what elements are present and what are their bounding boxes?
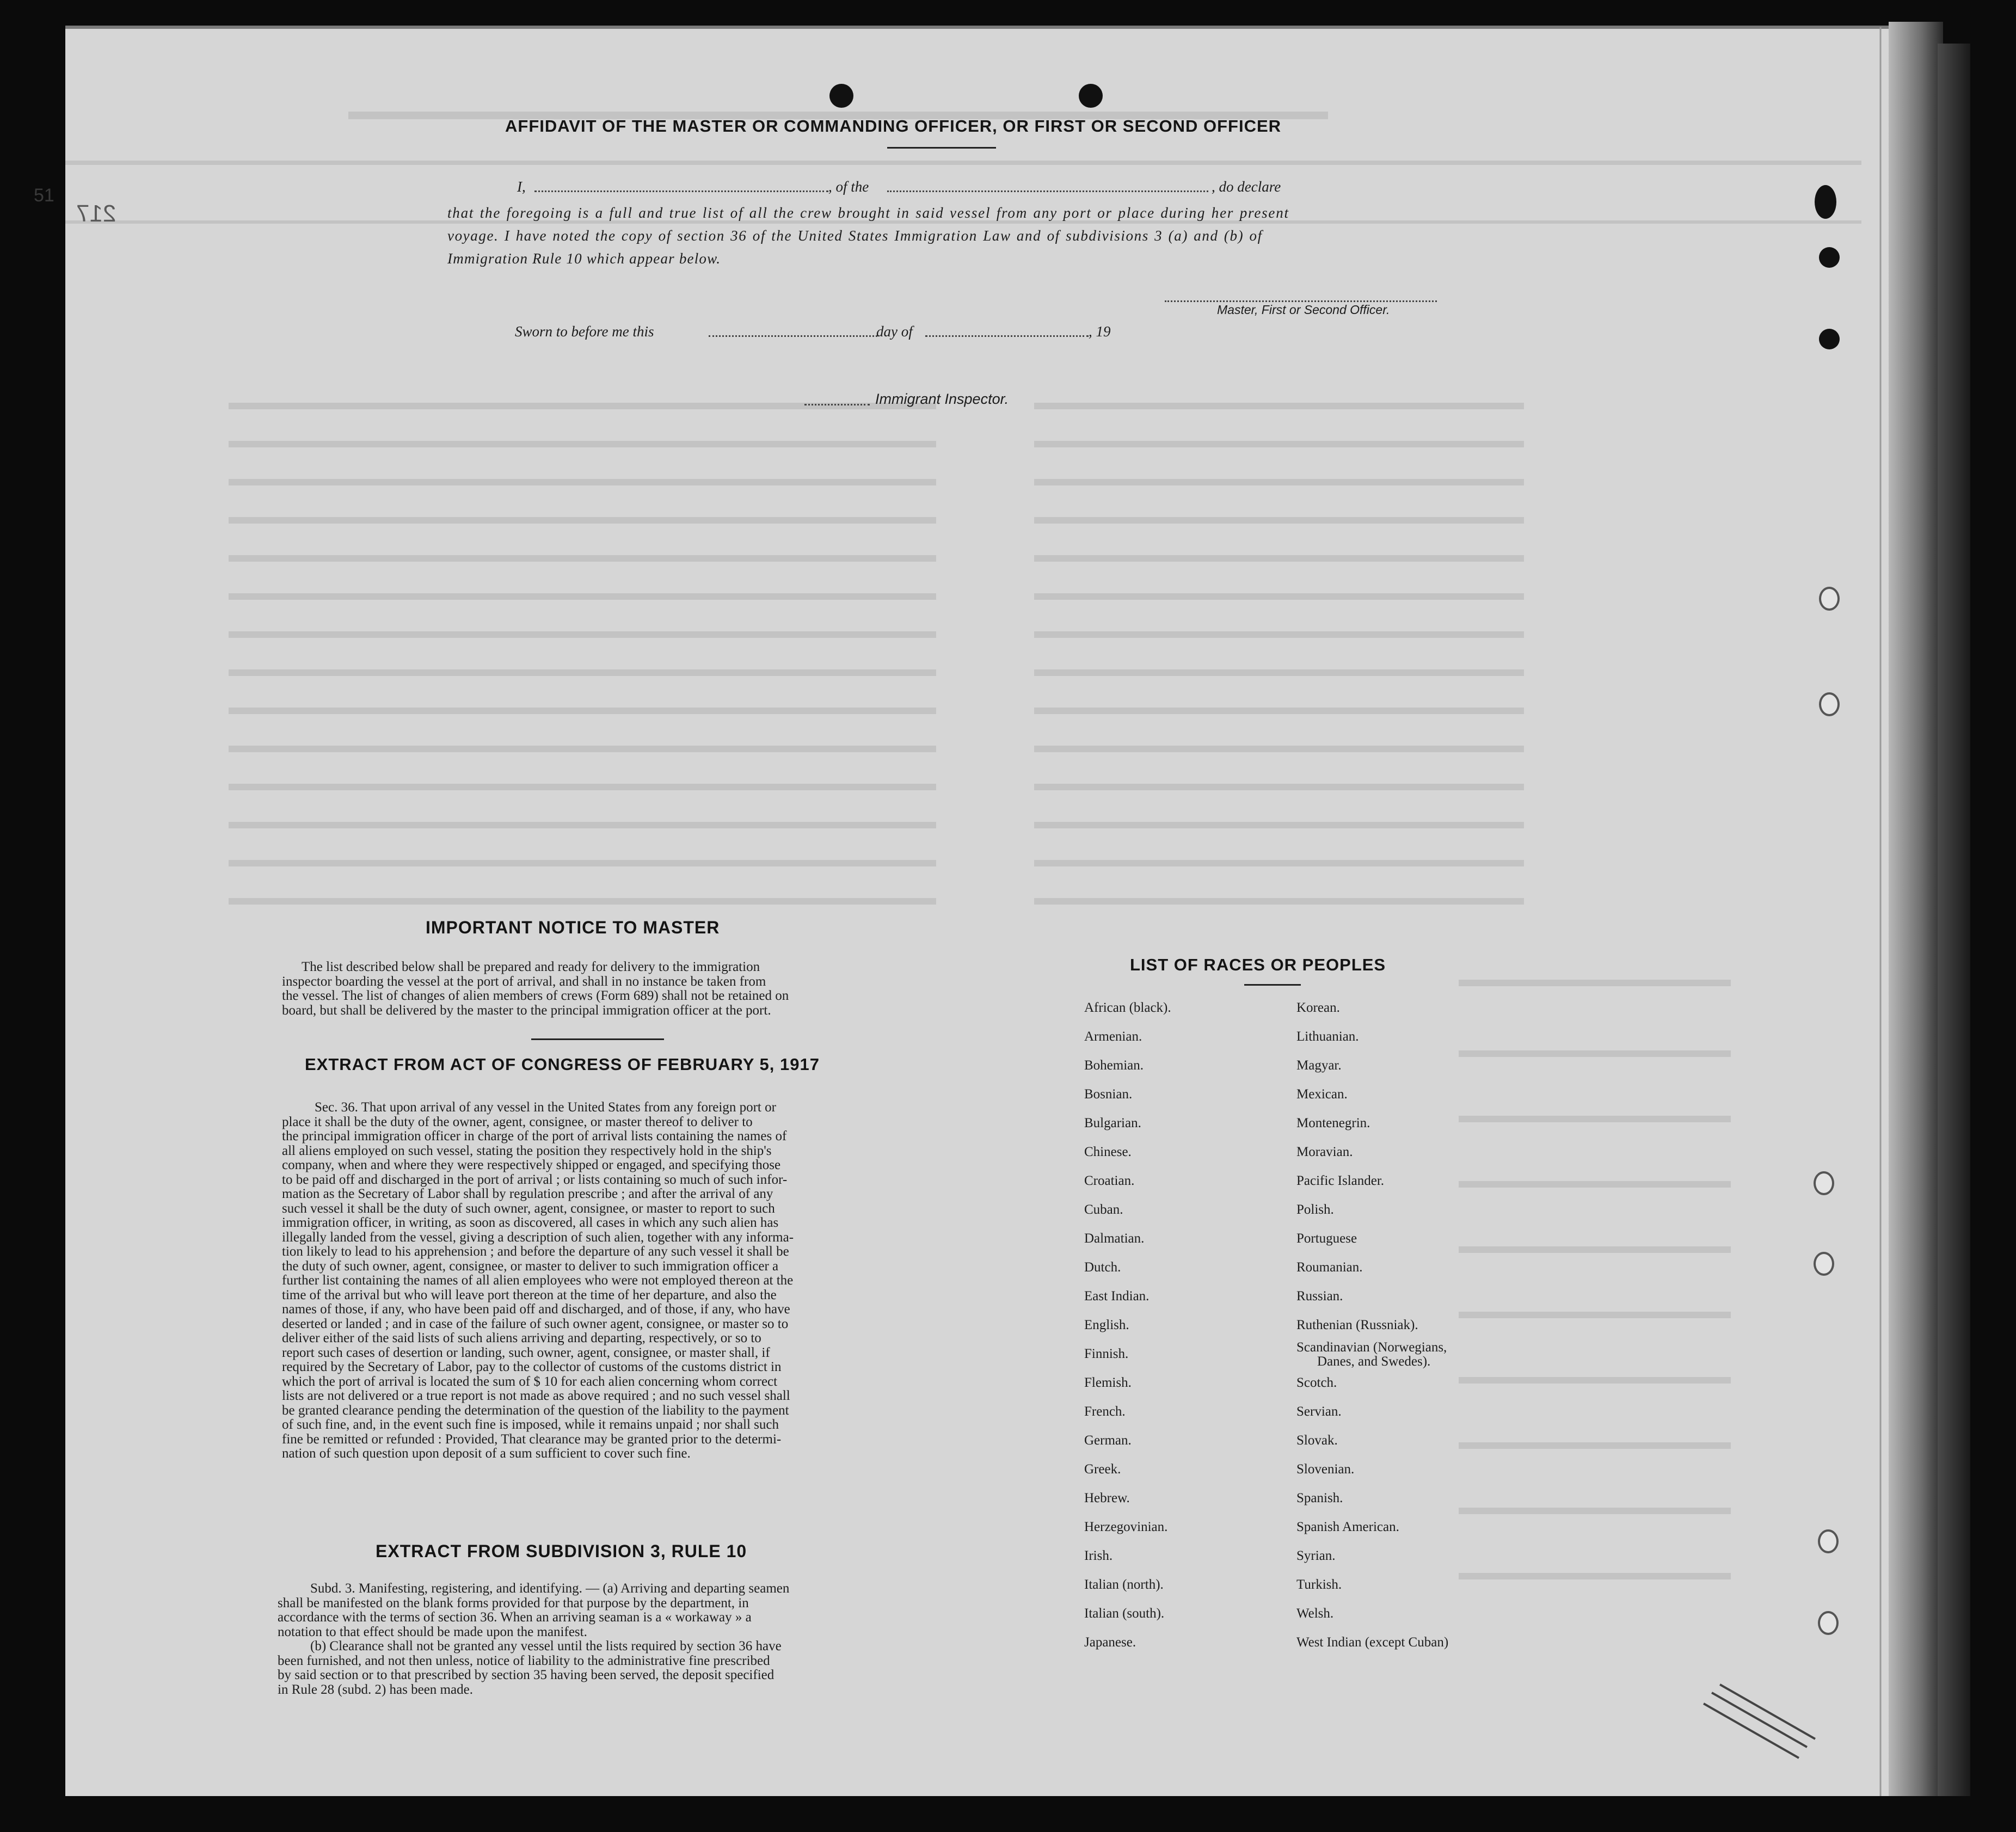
notice-line: the vessel. The list of changes of alien members of crews (Form 689) shall not be retained on [282,988,789,1003]
notice-paragraph [282,960,865,1018]
race-left: Bohemian. [1084,1058,1144,1073]
name-blank [534,190,828,192]
affidavit-body-line-1: that the foregoing is a full and true list of all the crew brought in said vessel from any port or place during her present [447,205,1289,221]
race-left: Italian (south). [1084,1606,1165,1621]
race-right: Mexican. [1296,1087,1348,1102]
race-right: Scotch. [1296,1375,1337,1390]
race-right: West Indian (except Cuban) [1296,1635,1449,1650]
act-title: EXTRACT FROM ACT OF CONGRESS OF FEBRUARY 5, 1917 [305,1055,820,1074]
ring-hole-5 [1818,1529,1839,1553]
act-line: the duty of such owner, agent, consignee, or master to deliver to such immigration officer a [282,1258,779,1274]
act-line: required by the Secretary of Labor, pay to the collector of customs of the customs district in [282,1360,782,1374]
races-title-rule [1244,984,1301,986]
rule-line: notation to that effect should be made upon the manifest. [278,1624,587,1639]
race-left: Italian (north). [1084,1577,1164,1592]
sworn-day-blank [709,335,877,337]
act-line: place it shall be the duty of the owner, agent, consignee, or master thereof to deliver to [282,1114,753,1129]
rule-line: by said section or to that prescribed by section 35 having been served, the deposit specified [278,1668,775,1682]
race-left: Dalmatian. [1084,1231,1145,1246]
race-right: Roumanian. [1296,1260,1363,1275]
race-left: Cuban. [1084,1202,1123,1217]
race-left: African (black). [1084,1000,1171,1015]
year-prefix: , 19 [1089,323,1111,340]
punch-hole-right-1 [1815,185,1836,219]
ring-hole-6 [1818,1611,1839,1635]
act-line: such vessel it shall be the duty of such owner, agent, consignee, or master to report to such [282,1201,775,1216]
rule-line: in Rule 28 (subd. 2) has been made. [278,1682,473,1697]
race-right: Slovenian. [1296,1462,1355,1477]
race-left: German. [1084,1433,1132,1448]
race-right: Russian. [1296,1289,1343,1304]
master-signature-label: Master, First or Second Officer. [1217,303,1390,317]
ring-hole-1 [1819,587,1840,611]
act-line: which the port of arrival is located the sum of $ 10 for each alien concerning whom correct [282,1374,778,1389]
act-line: nation of such question upon deposit of a sum sufficient to cover such fine. [282,1446,691,1461]
act-line: names of those, if any, who have been paid off and discharged, and of those, if any, who have [282,1302,790,1317]
binder-edge [1938,44,1970,1796]
sworn-month-blank [925,335,1089,337]
punch-hole-right-3 [1819,329,1840,349]
affidavit-body-line-2: voyage. I have noted the copy of section 36 of the United States Immigration Law and of subdivisions 3 (a) and (b) of [447,228,1263,244]
punch-hole-top-1 [829,84,853,108]
race-left: Hebrew. [1084,1491,1130,1505]
race-right: Slovak. [1296,1433,1338,1448]
rule-line: shall be manifested on the blank forms provided for that purpose by the department, in [278,1595,749,1610]
race-left: English. [1084,1318,1129,1332]
affidavit-of-the: , of the [828,179,869,195]
inspector-signature-line [804,404,870,405]
rule-paragraph [278,1582,866,1697]
act-line: be granted clearance pending the determination of the question of the liability to the payment [282,1403,789,1418]
act-line: further list containing the names of all alien employees who were not employed thereon at the [282,1273,794,1288]
rule-line: accordance with the terms of section 36. When an arriving seaman is a « workaway » a [278,1610,752,1625]
act-line: mation as the Secretary of Labor shall by regulation prescribe ; and after the arrival of any [282,1187,773,1201]
rule-line: Subd. 3. Manifesting, registering, and identifying. — (a) Arriving and departing seamen [310,1581,790,1596]
document-page [34,27,1900,1796]
act-line: of such fine, and, in the event such fine is imposed, while it remains unpaid ; nor shall such [282,1417,779,1432]
rule-line: been furnished, and not then unless, notice of liability to the administrative fine prescribed [278,1653,770,1668]
master-signature-line [1165,300,1437,302]
race-right: Magyar. [1296,1058,1342,1073]
bleed-through-texture [65,27,1900,1796]
race-left: Irish. [1084,1548,1113,1563]
race-right-continuation: Danes, and Swedes). [1317,1354,1431,1369]
act-paragraph [282,1101,865,1461]
affidavit-title: AFFIDAVIT OF THE MASTER OR COMMANDING OFFICER, OR FIRST OR SECOND OFFICER [505,116,1282,136]
ring-hole-3 [1814,1171,1834,1195]
race-right: Montenegrin. [1296,1116,1370,1130]
race-left: Bulgarian. [1084,1116,1141,1130]
margin-number: 217 [76,200,116,227]
race-left: Japanese. [1084,1635,1136,1650]
act-line: fine be remitted or refunded : Provided, That clearance may be granted prior to the determi- [282,1431,782,1447]
act-line: time of the arrival but who will leave port thereon at the time of her departure, and also the [282,1287,777,1302]
day-of-label: day of [876,323,913,340]
race-right: Polish. [1296,1202,1334,1217]
race-right: Spanish American. [1296,1520,1399,1534]
race-left: Chinese. [1084,1145,1132,1159]
races-title: LIST OF RACES OR PEOPLES [1130,955,1386,974]
race-left: Flemish. [1084,1375,1132,1390]
rule-title: EXTRACT FROM SUBDIVISION 3, RULE 10 [376,1541,747,1561]
affidavit-do-declare: , do declare [1212,179,1281,195]
act-line: illegally landed from the vessel, giving a description of such alien, together with any informa- [282,1229,794,1245]
act-line: immigration officer, in writing, as soon as discovered, all cases in which any such alien has [282,1215,779,1230]
race-right: Korean. [1296,1000,1340,1015]
race-left: East Indian. [1084,1289,1150,1304]
race-right: Pacific Islander. [1296,1173,1385,1188]
race-right: Syrian. [1296,1548,1336,1563]
act-line: Sec. 36. That upon arrival of any vessel in the United States from any foreign port or [315,1100,776,1115]
notice-divider [531,1038,664,1040]
race-right: Moravian. [1296,1145,1353,1159]
race-left: Greek. [1084,1462,1121,1477]
race-right: Servian. [1296,1404,1342,1419]
notice-line: The list described below shall be prepared and ready for delivery to the immigration [302,960,760,974]
race-right: Portuguese [1296,1231,1357,1246]
act-line: the principal immigration officer in charge of the port of arrival lists containing the names of [282,1129,787,1144]
race-right: Ruthenian (Russniak). [1296,1318,1418,1332]
act-line: company, when and where they were respectively shipped or engaged, and specifying those [282,1158,781,1172]
ring-hole-2 [1819,692,1840,716]
inspector-label: Immigrant Inspector. [875,391,1009,407]
margin-small-mark: 51 [34,185,54,206]
act-line: to be paid off and discharged in the port of arrival ; or lists containing so much of such infor- [282,1172,788,1187]
race-left: Herzegovinian. [1084,1520,1168,1534]
punch-hole-right-2 [1819,247,1840,268]
punch-hole-top-2 [1079,84,1103,108]
sworn-label: Sworn to before me this [515,323,654,340]
race-left: Dutch. [1084,1260,1121,1275]
act-line: deliver either of the said lists of such aliens arriving and departing, respectively, or so to [282,1331,761,1345]
race-right: Turkish. [1296,1577,1342,1592]
act-line: report such cases of desertion or landing, such owner, agent, consignee, or master shall, if [282,1345,770,1360]
act-line: tion likely to lead to his apprehension ; and before the departure of any such vessel it shall be [282,1244,789,1259]
page-edge-shadow [1889,22,1943,1796]
notice-line: inspector boarding the vessel at the port of arrival, and shall in no instance be taken from [282,974,766,989]
race-left: French. [1084,1404,1126,1419]
affidavit-i-label: I, [517,179,526,195]
notice-title: IMPORTANT NOTICE TO MASTER [426,918,720,937]
notice-line: board, but shall be delivered by the master to the principal immigration officer at the port. [282,1003,771,1018]
race-left: Armenian. [1084,1029,1142,1044]
race-right: Welsh. [1296,1606,1334,1621]
race-left: Finnish. [1084,1347,1129,1361]
act-line: deserted or landed ; and in case of the failure of such owner agent, consignee, or master so to [282,1316,789,1331]
act-line: all aliens employed on such vessel, stating the position they respectively hold in the ship's [282,1143,772,1158]
race-left: Bosnian. [1084,1087,1133,1102]
act-line: lists are not delivered or a true report is not made as above required ; and no such vessel shall [282,1388,790,1403]
race-right: Scandinavian (Norwegians, [1296,1340,1447,1355]
race-right: Lithuanian. [1296,1029,1359,1044]
ring-hole-4 [1814,1252,1834,1276]
vessel-blank [887,190,1208,192]
rule-line: (b) Clearance shall not be granted any vessel until the lists required by section 36 have [310,1639,782,1653]
race-left: Croatian. [1084,1173,1135,1188]
race-right: Spanish. [1296,1491,1343,1505]
affidavit-body-line-3: Immigration Rule 10 which appear below. [447,250,721,267]
affidavit-title-rule [887,147,996,149]
